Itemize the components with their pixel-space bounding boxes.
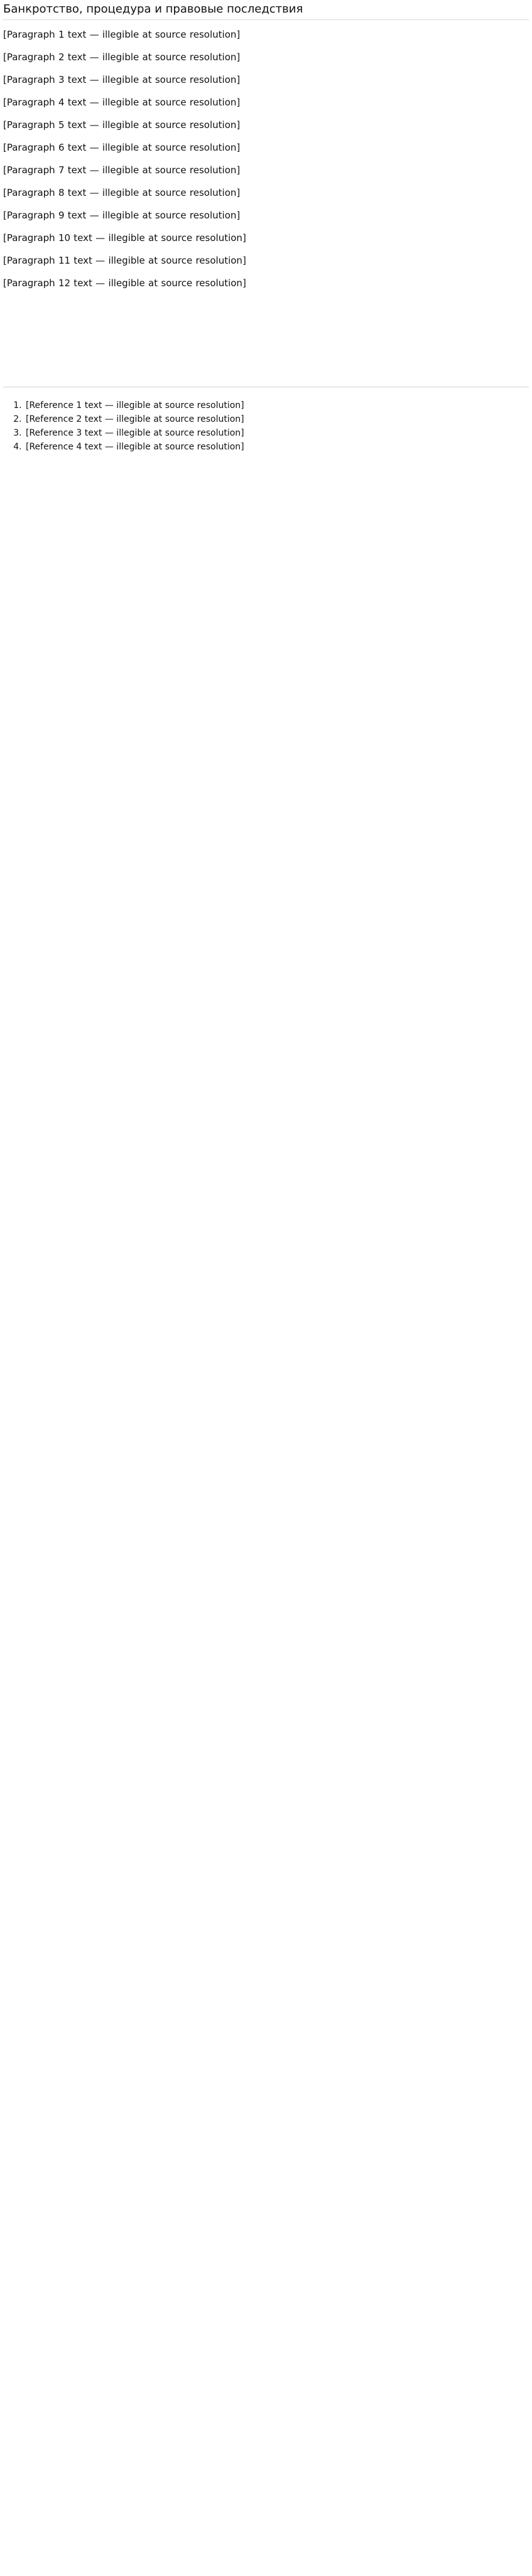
body-paragraph: [Paragraph 5 text — illegible at source resolution] — [3, 119, 241, 131]
article-page — [0, 0, 532, 466]
reference-item: 2. [Reference 2 text — illegible at source resolution] — [24, 414, 529, 426]
section-spacer — [3, 299, 529, 387]
reference-item: 1. [Reference 1 text — illegible at source resolution] — [24, 400, 529, 412]
reference-item: 4. [Reference 4 text — illegible at source resolution] — [24, 441, 529, 453]
body-paragraph: [Paragraph 8 text — illegible at source resolution] — [3, 187, 241, 198]
body-paragraph: [Paragraph 4 text — illegible at source resolution] — [3, 97, 241, 108]
body-paragraph: [Paragraph 1 text — illegible at source resolution] — [3, 29, 241, 40]
references-list — [3, 400, 529, 453]
body-paragraph: [Paragraph 10 text — illegible at source resolution] — [3, 232, 246, 244]
reference-item: 3. [Reference 3 text — illegible at source resolution] — [24, 427, 529, 439]
body-paragraph: [Paragraph 2 text — illegible at source resolution] — [3, 51, 241, 63]
body-paragraph: [Paragraph 6 text — illegible at source resolution] — [3, 142, 241, 153]
article-body — [3, 20, 529, 291]
body-paragraph: [Paragraph 12 text — illegible at source resolution] — [3, 277, 246, 289]
body-paragraph: [Paragraph 11 text — illegible at source resolution] — [3, 255, 246, 266]
body-paragraph: [Paragraph 9 text — illegible at source resolution] — [3, 210, 241, 221]
page-title: Банкротство, процедура и правовые последствия — [3, 0, 529, 20]
body-paragraph: [Paragraph 7 text — illegible at source resolution] — [3, 164, 241, 176]
body-paragraph: [Paragraph 3 text — illegible at source resolution] — [3, 74, 241, 85]
